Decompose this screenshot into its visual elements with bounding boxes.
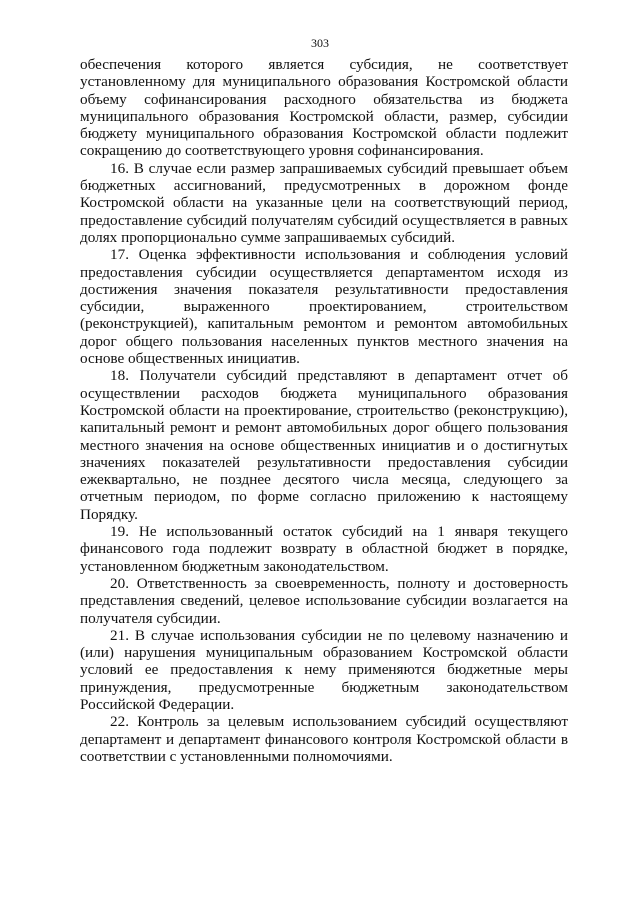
- paragraph-21: 21. В случае использования субсидии не по целевому назначению и (или) нарушения муниципальным образованием Костромской области условий ее предоставления к нему применяются бюджетные меры принуждения, предусмотренные бюджетным законодательством Российской Федерации.: [80, 626, 568, 713]
- paragraph-18: 18. Получатели субсидий представляют в департамент отчет об осуществлении расходов бюджета муниципального образования Костромской области на проектирование, строительство (реконструкцию), капитальный ремонт и ремонт автомобильных дорог общего пользования местного значения на основе общественных инициатив и о достигнутых значениях показателей результативности предоставления субсидии ежеквартально, не позднее десятого числа месяца, следующего за отчетным периодом, по форме согласно приложению к настоящему Порядку.: [80, 367, 568, 523]
- paragraph-20: 20. Ответственность за своевременность, полноту и достоверность представления сведений, целевое использование субсидии возлагается на получателя субсидии.: [80, 574, 568, 627]
- paragraph-16: 16. В случае если размер запрашиваемых субсидий превышает объем бюджетных ассигнований, предусмотренных в дорожном фонде Костромской области на указанные цели на соответствующий период, предоставление субсидий получателям субсидий осуществляется в равных долях пропорционально сумме запрашиваемых субсидий.: [80, 159, 568, 246]
- page-number: 303: [311, 36, 329, 50]
- document-body: [80, 56, 568, 765]
- paragraph-19: 19. Не использованный остаток субсидий на 1 января текущего финансового года подлежит возврату в областной бюджет в порядке, установленном бюджетным законодательством.: [80, 523, 568, 575]
- paragraph-17: 17. Оценка эффективности использования и соблюдения условий предоставления субсидии осуществляется департаментом исходя из достижения значения показателя результативности предоставления субсидии, выраженного проектированием, строительством (реконструкцией), капитальным ремонтом и ремонтом автомобильных дорог общего пользования населенных пунктов местного значения на основе общественных инициатив.: [80, 246, 568, 368]
- paragraph-22: 22. Контроль за целевым использованием субсидий осуществляют департамент и департамент финансового контроля Костромской области в соответствии с установленными полномочиями.: [80, 713, 568, 765]
- paragraph-continuation: обеспечения которого является субсидия, не соответствует установленному для муниципального образования Костромской области объему софинансирования расходного обязательства из бюджета муниципального образования Костромской области, размер, субсидии бюджету муниципального образования Костромской области подлежит сокращению до соответствующего уровня софинансирования.: [80, 56, 568, 160]
